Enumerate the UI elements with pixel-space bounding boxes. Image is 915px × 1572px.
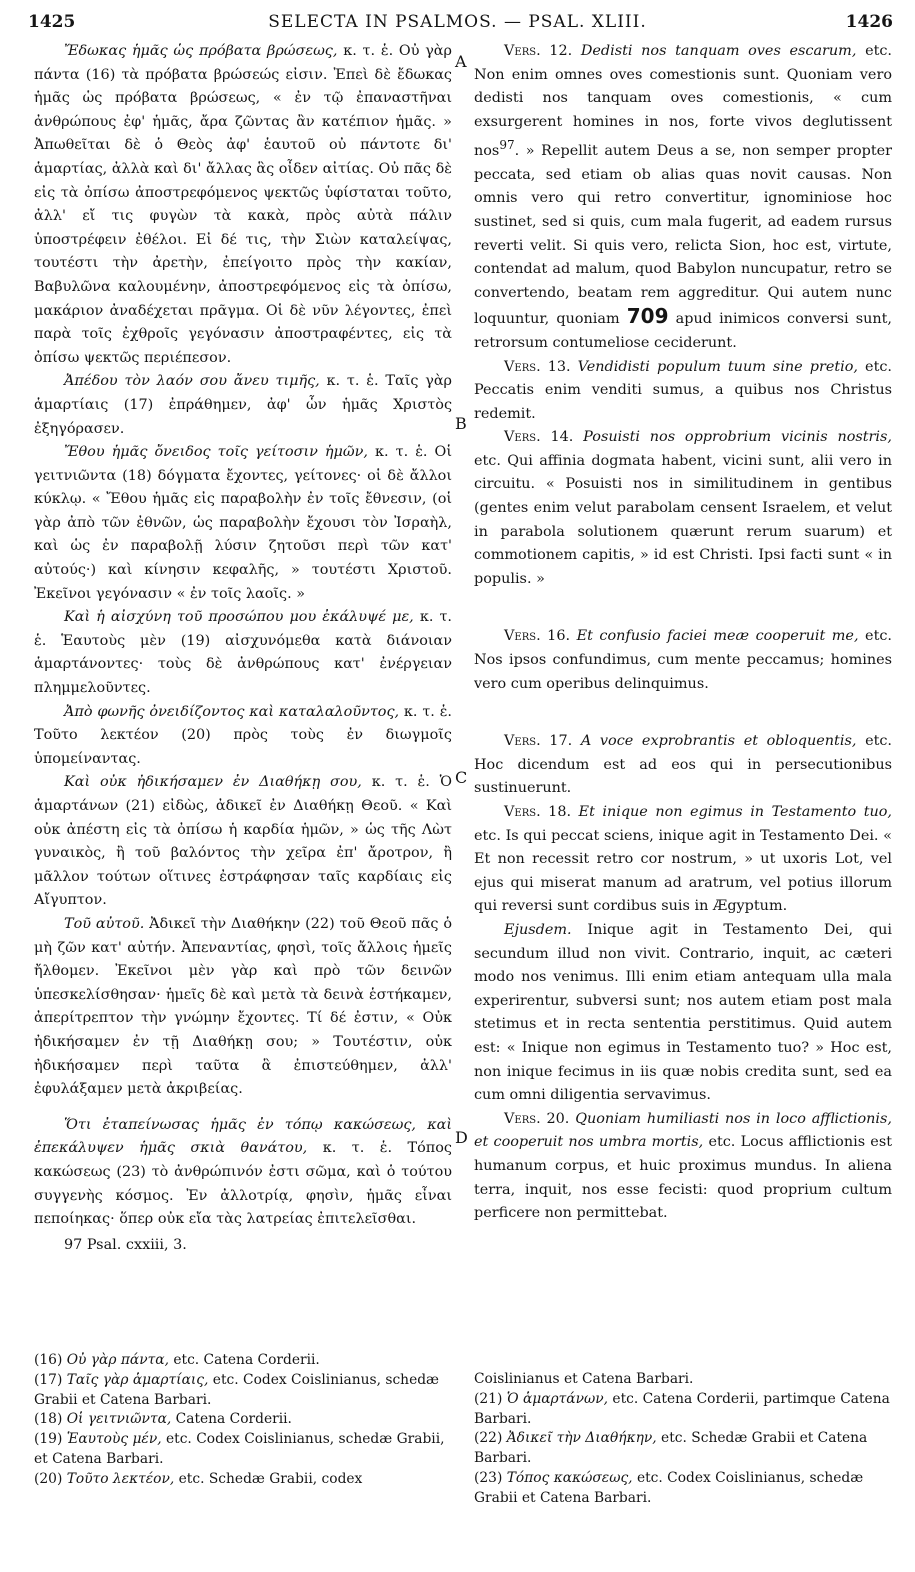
- footnote-lemma: Οἱ γειτνιῶντα,: [62, 1411, 172, 1428]
- latin-lemma: Et confusio faciei meæ cooperuit me,: [570, 628, 859, 645]
- footnotes-right: [474, 1370, 892, 1509]
- latin-paragraph: [474, 1108, 892, 1226]
- footnotes-left: [34, 1351, 452, 1490]
- greek-text: Οἱ γειτνιῶντα (18) δόγματα ἔχοντες, γείτονες· οἱ δὲ ἄλλοι κύκλῳ. « Ἔθου ἡμᾶς εἰς παραβολὴν ἐν τοῖς ἔθνεσιν, (οἱ γὰρ ἀπὸ τῶν ἐθνῶν, ὡς παραβολὴν ἔχουσι τὸν Ἰσραὴλ, καὶ ὡς ἐν παραβολῇ λύσιν ζητοῦσι περὶ τῶν κατ' αὐτούς·) καὶ κίνησιν κεφαλῆς, » τουτέστι Χριστοῦ. Ἐκεῖνοι γεγόνασιν « ἐν τοῖς λαοῖς. »: [34, 444, 452, 602]
- latin-text: etc. Peccatis enim venditi sumus, a quibus nos Christus redemit.: [474, 358, 892, 422]
- latin-paragraph: [474, 801, 892, 919]
- greek-lemma: Τοῦ αὐτοῦ.: [64, 915, 145, 932]
- greek-text: Ταῖς γὰρ ἁμαρτίαις (17) ἐπράθημεν, ἀφ' ὧν ἡμᾶς Χριστὸς ἐξηγόρασεν.: [34, 373, 453, 437]
- footnote-lemma: Τοῦτο λεκτέον,: [62, 1470, 175, 1487]
- siglum-b: B: [455, 414, 467, 433]
- greek-text: Ἑαυτοὺς μὲν (19) αἰσχυνόμεθα κατὰ διάνοιαν ἁμαρτάνοντες· τοὺς δὲ ἀνθρώπους κατ' ἐνέργειαν πλημμελοῦντες.: [34, 632, 452, 697]
- latin-lemma: Et inique non egimus in Testamento tuo,: [571, 804, 892, 821]
- footnote-lemma: Ἑαυτοὺς μέν,: [62, 1431, 162, 1448]
- greek-paragraph: [34, 40, 452, 370]
- spacer: [34, 1102, 452, 1114]
- greek-lemma: Ὅτι ἐταπείνωσας ἡμᾶς ἐν τόπῳ κακώσεως, καὶ ἐπεκάλυψεν ἡμᾶς σκιὰ θανάτου,: [34, 1116, 452, 1157]
- verse-label: Vers. 16.: [504, 628, 571, 645]
- latin-text: Inique agit in Testamento Dei, qui secundum illud non vivit. Contrario, inquit, ac cæteri modo nos venimus. Illi enim etiam antequam ulla mala experirentur, subversi sunt; nos autem etiam post mala stetimus et in recta sententia perstitimus. Quid autem est: « Inique non egimus in Testamento tuo? » Hoc est, non inique fecimus in iis quæ nobis credita sunt, sed ea cum omni diligentia servavimus.: [474, 921, 892, 1104]
- greek-paragraph: [34, 441, 452, 606]
- footnote: [474, 1469, 892, 1509]
- siglum-c: C: [455, 768, 468, 787]
- footnote-number: (23): [474, 1469, 503, 1486]
- footnote: [474, 1390, 892, 1430]
- page-number-right: 1426: [845, 12, 893, 32]
- footnote: [34, 1371, 452, 1411]
- footnote-lemma: Τόπος κακώσεως,: [502, 1469, 633, 1486]
- latin-paragraph: [474, 426, 892, 591]
- footnote-number: (19): [34, 1431, 63, 1448]
- greek-column: [34, 40, 452, 1257]
- footnote-text: etc. Codex Coislinianus, schedæ Grabii, et Catena Barbari.: [34, 1431, 445, 1467]
- footnote-text: Catena Corderii.: [171, 1411, 292, 1428]
- latin-paragraph: [474, 919, 892, 1108]
- latin-paragraph: [474, 730, 892, 801]
- latin-lemma: A voce exprobrantis et obloquentis,: [572, 733, 857, 750]
- greek-lemma: Ἀπὸ φωνῆς ὀνειδίζοντος καὶ καταλαλοῦντος,: [64, 703, 400, 720]
- verse-label: Vers. 20.: [504, 1110, 570, 1127]
- greek-kte: κ. τ. ἑ.: [307, 1140, 393, 1157]
- footnote-number: (20): [34, 1470, 63, 1487]
- verse-label: Vers. 14.: [504, 429, 574, 446]
- latin-paragraph: [474, 356, 892, 427]
- greek-kte: κ. τ. ἑ.: [337, 43, 394, 59]
- footnote-number: (21): [474, 1390, 503, 1407]
- footnote-lemma: Ταῖς γὰρ ἁμαρτίαις,: [62, 1371, 209, 1388]
- footnote: [474, 1429, 892, 1469]
- greek-kte: κ. τ. ἑ.: [361, 774, 430, 791]
- latin-text: apud inimicos conversi sunt, retrorsum contumeliose ceciderunt.: [474, 311, 892, 351]
- latin-column: [474, 40, 892, 1226]
- greek-lemma: Καὶ οὐκ ἠδικήσαμεν ἐν Διαθήκῃ σου,: [64, 774, 362, 791]
- footnote-lemma: Ἀδικεῖ τὴν Διαθήκην,: [502, 1430, 657, 1447]
- verse-label: Vers. 18.: [504, 804, 572, 821]
- greek-kte: κ. τ. ἑ.: [367, 444, 428, 461]
- greek-kte: κ. τ. ἑ.: [399, 703, 453, 720]
- footnote-text: etc. Catena Corderii.: [168, 1352, 320, 1368]
- footnote-continuation: Coislinianus et Catena Barbari.: [474, 1371, 694, 1387]
- footnote-97: 97 Psal. cxxiii, 3.: [64, 1236, 187, 1253]
- footnote-number: (22): [474, 1430, 503, 1447]
- footnote-text: etc. Codex Coislinianus, schedæ Grabii et Catena Barbari.: [474, 1469, 864, 1506]
- latin-text: etc. Qui affinia dogmata habent, vicini sunt, alii vero in circuitu. « Posuisti nos in similitudinem in gentibus (gentes enim velut parabolam censent Israelem, et velut in parabola solutionem quærunt rerum suarum) et commotionem capitis, » id est Christi. Ipsi facti sunt « in populis. »: [474, 452, 892, 587]
- latin-paragraph: [474, 40, 892, 356]
- greek-lemma: Ἔθου ἡμᾶς ὄνειδος τοῖς γείτοσιν ἡμῶν,: [64, 444, 368, 461]
- greek-text: Ἀδικεῖ τὴν Διαθήκην (22) τοῦ Θεοῦ πᾶς ὁ μὴ ζῶν κατ' αὐτήν. Ἀπεναντίας, φησὶ, τοῖς ἄλλοις ἡμεῖς ἤλθομεν. Ἐκεῖνοι μὲν γὰρ καὶ πρὸ τῶν δεινῶν ὑπεσκελίσθησαν· ἡμεῖς δὲ καὶ μετὰ τὰ δεινὰ ἑστήκαμεν, ἀπερίτρεπτον τὴν γνώμην ἔχοντες. Τί δέ ἐστιν, « Οὐκ ἠδικήσαμεν ἐν τῇ Διαθήκῃ σου; » Τουτέστιν, οὐκ ἠδικήσαμεν περὶ ταῦτα ἃ ἐπιστεύθημεν, ἀλλ' ἐφυλάξαμεν μετὰ ἀκριβείας.: [34, 915, 452, 1098]
- greek-paragraph: [34, 370, 452, 441]
- verse-label: Vers. 17.: [504, 733, 573, 750]
- greek-kte: κ. τ. ἑ.: [34, 609, 452, 649]
- footnote-lemma: Οὐ γὰρ πάντα,: [62, 1352, 169, 1368]
- footnote: [34, 1430, 452, 1470]
- greek-paragraph: [34, 606, 452, 700]
- footnote-text: etc. Catena Corderii, partimque Catena Barbari.: [474, 1390, 890, 1427]
- latin-lemma: Quoniam humiliasti nos in loco afflictionis, et cooperuit nos umbra mortis,: [474, 1110, 892, 1151]
- greek-lemma: Ἔδωκας ἡμᾶς ὡς πρόβατα βρώσεως,: [64, 43, 338, 59]
- footnote-text: etc. Codex Coislinianus, schedæ Grabii et Catena Barbari.: [34, 1371, 440, 1408]
- latin-lemma: Posuisti nos opprobrium vicinis nostris,: [573, 429, 892, 446]
- latin-lemma: Dedisti nos tanquam oves escarum,: [572, 43, 857, 59]
- latin-text: etc. Hoc dicendum est ad eos qui in persecutionibus sustinuerunt.: [474, 733, 892, 797]
- page-number-left: 1425: [28, 12, 76, 32]
- footnote-number: (16): [34, 1352, 63, 1368]
- greek-paragraph: [34, 1114, 452, 1232]
- footnote-text: etc. Schedæ Grabii, codex: [174, 1470, 363, 1487]
- footnote-text: etc. Schedæ Grabii et Catena Barbari.: [474, 1430, 868, 1467]
- siglum-a: A: [455, 52, 467, 71]
- verse-label: Vers. 13.: [504, 358, 571, 375]
- verse-label: Ejusdem.: [504, 921, 572, 938]
- siglum-d: D: [455, 1128, 468, 1147]
- greek-kte: κ. τ. ἑ.: [319, 373, 379, 390]
- page-header: [0, 6, 915, 40]
- greek-paragraph: [34, 771, 452, 913]
- greek-paragraph: [34, 913, 452, 1102]
- latin-text: etc. Is qui peccat sciens, inique agit in Testamento Dei. « Et non recessit retro cor nostrum, » ut uxoris Lot, vel ejus qui miserat manum ad aratrum, vel potius illorum qui reversi sunt cordibus suis in Ægyptum.: [474, 827, 892, 915]
- latin-text: etc. Nos ipsos confundimus, cum mente peccamus; homines vero cum operibus delinquimus.: [474, 628, 892, 692]
- footnote: [34, 1410, 452, 1430]
- footnote: [34, 1470, 452, 1490]
- footnote: [34, 1351, 452, 1371]
- greek-lemma: Ἀπέδου τὸν λαόν σου ἄνευ τιμῆς,: [64, 373, 320, 390]
- footnote-number: (17): [34, 1371, 63, 1388]
- greek-text: Τόπος κακώσεως (23) τὸ ἀνθρώπινόν ἐστι σῶμα, καὶ ὁ τούτου συγγενὴς κόσμος. Ἐν ἀλλοτρίᾳ, φησὶν, ἡμᾶς εἶναι πεποίηκας· ὅπερ οὐκ εἴα τὰς λατρείας ἐπιτελεῖσθαι.: [34, 1140, 452, 1228]
- footnote-lemma: Ὁ ἁμαρτάνων,: [502, 1390, 609, 1407]
- greek-text: Τοῦτο λεκτέον (20) πρὸς τοὺς ἐν διωγμοῖς ὑπομείναντας.: [34, 727, 452, 767]
- greek-paragraph: [34, 701, 452, 772]
- latin-text: etc. Non enim omnes oves comestionis sunt. Quoniam vero dedisti nos tanquam oves comestionis, « cum exsurgerent homines in nos, forte vivos deglutissent nos: [474, 43, 892, 160]
- latin-lemma: Vendidisti populum tuum sine pretio,: [570, 358, 858, 375]
- latin-text: . » Repellit autem Deus a se, non semper propter peccata, sed etiam ob alias quas novit causas. Non omnis vero qui retro convertitur, ignominiose hoc sustinet, sed si quis, cum mala fugerit, ad eadem rursus reverti velit. Si quis vero, relicta Sion, hoc est, virtute, contendat ad malum, quod Babylon nuncupatur, retro se convertendo, beatam rem aggreditur. Qui autem nunc loquuntur, quoniam: [474, 143, 892, 328]
- greek-text: Οὐ γὰρ πάντα (16) τὰ πρόβατα βρώσεώς εἰσιν. Ἐπεὶ δὲ ἔδωκας ἡμᾶς ὡς πρόβατα βρώσεως, « ἐν τῷ ἐπαναστῆναι ἀνθρώπους ἐφ' ἡμᾶς, ἄρα ζῶντας ἂν κατέπιον ἡμᾶς. » Ἀπωθεῖται δὲ ὁ Θεὸς ἀφ' ἑαυτοῦ οὐ πάντοτε δι' ἁμαρτίας, ἀλλὰ καὶ δι' ἄλλας ἃς οἶδεν αἰτίας. Οὐ πᾶς δὲ εἰς τὰ ὀπίσω ἀποστρεφόμενος ψεκτῶς ὑφίσταται τοῦτο, ἀλλ' εἴ τις φυγὼν τὰ κακὰ, πρὸς αὐτὰ πάλιν ὑποστρέφειν ἐθέλοι. Εἰ δέ τις, τὴν Σιὼν καταλείψας, τουτέστι τὴν ἀρετὴν, ἐπείγοιτο πρὸς τὴν κακίαν, Βαβυλῶνα καλουμένην, ἀποστρεφόμενος εἰς τὰ ὀπίσω, μακάριον ἀναδέχεται πρᾶγμα. Οἱ δὲ νῦν λέγοντες, ἐπεὶ παρὰ τοῖς ἐχθροῖς γεγόνασιν ἀποστραφέντες, εἰς τὰ ὀπίσω ψεκτῶς περιέπεσον.: [34, 43, 452, 366]
- footnote-ref: 97: [499, 138, 515, 153]
- spacer: [474, 696, 892, 730]
- latin-paragraph: [474, 625, 892, 696]
- verse-label: Vers. 12.: [504, 43, 573, 59]
- footnote-number: (18): [34, 1411, 63, 1428]
- latin-text: etc. Locus afflictionis est humanum corpus, et huic proximus mundus. In aliena terra, inquit, nos esse fecisti: quod proprium cultum perficere non permittebat.: [474, 1134, 892, 1222]
- spacer: [474, 591, 892, 625]
- running-title: SELECTA IN PSALMOS. — PSAL. XLIII.: [268, 12, 647, 32]
- greek-text: Ὁ ἁμαρτάνων (21) εἰδὼς, ἀδικεῖ ἐν Διαθήκῃ Θεοῦ. « Καὶ οὐκ ἀπέστη εἰς τὰ ὀπίσω ἡ καρδία ἡμῶν, » ὡς τῆς Λὼτ γυναικὸς, ἢ τοῦ βαλόντος τὴν χεῖρα ἐπ' ἄροτρον, ἢ μᾶλλον τούτων οἵτινες ἐστράφησαν ταῖς καρδίαις εἰς Αἴγυπτον.: [34, 774, 453, 909]
- greek-lemma: Καὶ ἡ αἰσχύνη τοῦ προσώπου μου ἐκάλυψέ με,: [64, 609, 414, 626]
- column-number: 709: [626, 304, 669, 329]
